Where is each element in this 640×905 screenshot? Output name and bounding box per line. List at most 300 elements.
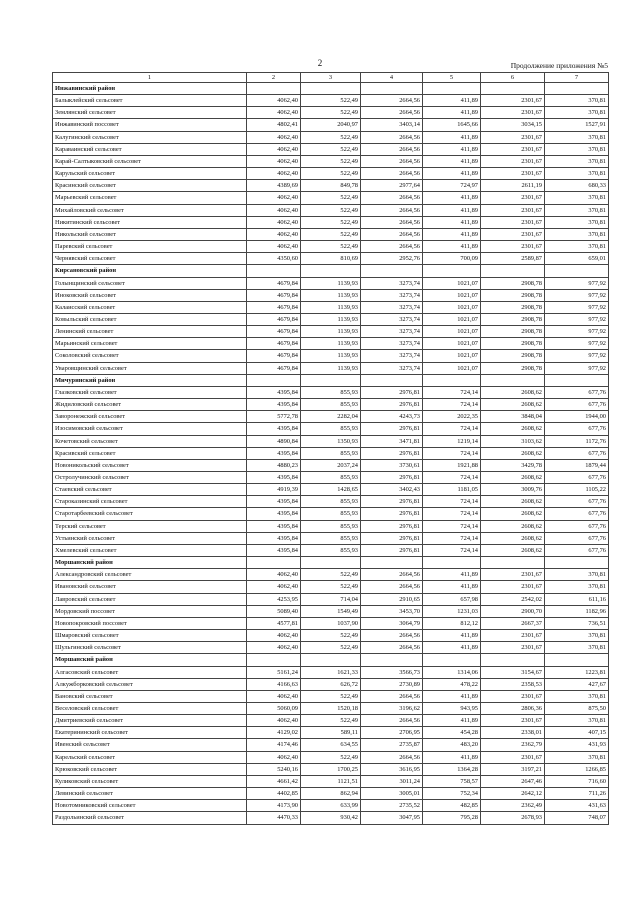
value-cell: 3402,43 bbox=[361, 484, 423, 496]
value-cell: 4389,69 bbox=[247, 180, 301, 192]
value-cell: 5060,09 bbox=[247, 702, 301, 714]
value-cell: 2608,62 bbox=[481, 399, 545, 411]
value-cell: 724,14 bbox=[423, 544, 481, 556]
value-cell: 411,89 bbox=[423, 751, 481, 763]
value-cell: 4062,40 bbox=[247, 642, 301, 654]
value-cell: 2977,64 bbox=[361, 180, 423, 192]
empty-cell bbox=[247, 557, 301, 569]
district-row bbox=[53, 654, 609, 666]
value-cell: 2301,67 bbox=[481, 228, 545, 240]
table-row bbox=[53, 107, 609, 119]
settlement-name: Соколовский сельсовет bbox=[53, 350, 247, 362]
settlement-name: Жидиловский сельсовет bbox=[53, 399, 247, 411]
value-cell: 2642,12 bbox=[481, 788, 545, 800]
value-cell: 2301,67 bbox=[481, 751, 545, 763]
value-cell: 2608,62 bbox=[481, 472, 545, 484]
value-cell: 2358,53 bbox=[481, 678, 545, 690]
value-cell: 977,92 bbox=[545, 313, 609, 325]
value-cell: 2301,67 bbox=[481, 192, 545, 204]
value-cell: 370,81 bbox=[545, 192, 609, 204]
settlement-name: Хмелевский сельсовет bbox=[53, 544, 247, 556]
value-cell: 849,78 bbox=[301, 180, 361, 192]
settlement-name: Инжавинский поссовет bbox=[53, 119, 247, 131]
table-row bbox=[53, 253, 609, 265]
value-cell: 4395,84 bbox=[247, 496, 301, 508]
value-cell: 1139,93 bbox=[301, 289, 361, 301]
value-cell: 411,89 bbox=[423, 715, 481, 727]
value-cell: 4470,33 bbox=[247, 812, 301, 824]
value-cell: 4062,40 bbox=[247, 569, 301, 581]
value-cell: 2908,78 bbox=[481, 277, 545, 289]
value-cell: 2908,78 bbox=[481, 301, 545, 313]
table-row bbox=[53, 95, 609, 107]
value-cell: 724,14 bbox=[423, 447, 481, 459]
value-cell: 4062,40 bbox=[247, 143, 301, 155]
value-cell: 4062,40 bbox=[247, 168, 301, 180]
empty-cell bbox=[247, 654, 301, 666]
value-cell: 2301,67 bbox=[481, 630, 545, 642]
empty-cell bbox=[545, 83, 609, 95]
value-cell: 4062,40 bbox=[247, 630, 301, 642]
settlement-name: Никольский сельсовет bbox=[53, 228, 247, 240]
value-cell: 411,89 bbox=[423, 168, 481, 180]
table-row bbox=[53, 666, 609, 678]
column-header: 1 bbox=[53, 73, 247, 83]
table-row bbox=[53, 131, 609, 143]
value-cell: 522,49 bbox=[301, 95, 361, 107]
value-cell: 1037,90 bbox=[301, 617, 361, 629]
table-row bbox=[53, 508, 609, 520]
settlement-name: Стаевский сельсовет bbox=[53, 484, 247, 496]
settlement-name: Александровский сельсовет bbox=[53, 569, 247, 581]
value-cell: 522,49 bbox=[301, 642, 361, 654]
empty-cell bbox=[481, 83, 545, 95]
value-cell: 677,76 bbox=[545, 508, 609, 520]
value-cell: 3197,21 bbox=[481, 763, 545, 775]
value-cell: 677,76 bbox=[545, 532, 609, 544]
value-cell: 1021,07 bbox=[423, 338, 481, 350]
value-cell: 724,14 bbox=[423, 532, 481, 544]
settlement-name: Ленинский сельсовет bbox=[53, 326, 247, 338]
value-cell: 522,49 bbox=[301, 204, 361, 216]
settlement-name: Левинский сельсовет bbox=[53, 788, 247, 800]
value-cell: 4395,84 bbox=[247, 447, 301, 459]
column-header: 3 bbox=[301, 73, 361, 83]
value-cell: 4661,42 bbox=[247, 775, 301, 787]
value-cell: 522,49 bbox=[301, 192, 361, 204]
district-row bbox=[53, 557, 609, 569]
value-cell: 724,14 bbox=[423, 496, 481, 508]
value-cell: 411,89 bbox=[423, 204, 481, 216]
district-name: Моршанский район bbox=[53, 557, 247, 569]
table-row bbox=[53, 581, 609, 593]
value-cell: 2664,56 bbox=[361, 569, 423, 581]
value-cell: 4802,41 bbox=[247, 119, 301, 131]
empty-cell bbox=[247, 265, 301, 277]
settlement-name: Балыклейский сельсовет bbox=[53, 95, 247, 107]
value-cell: 724,14 bbox=[423, 472, 481, 484]
value-cell: 3196,62 bbox=[361, 702, 423, 714]
settlement-name: Марьевский сельсовет bbox=[53, 192, 247, 204]
settlement-name: Ивенский сельсовет bbox=[53, 739, 247, 751]
value-cell: 977,92 bbox=[545, 289, 609, 301]
value-cell: 3471,81 bbox=[361, 435, 423, 447]
table-row bbox=[53, 678, 609, 690]
value-cell: 611,16 bbox=[545, 593, 609, 605]
value-cell: 2664,56 bbox=[361, 581, 423, 593]
value-cell: 2301,67 bbox=[481, 715, 545, 727]
table-row bbox=[53, 241, 609, 253]
value-cell: 522,49 bbox=[301, 241, 361, 253]
district-name: Инжавинский район bbox=[53, 83, 247, 95]
value-cell: 370,81 bbox=[545, 241, 609, 253]
value-cell: 977,92 bbox=[545, 362, 609, 374]
value-cell: 977,92 bbox=[545, 350, 609, 362]
value-cell: 2976,81 bbox=[361, 496, 423, 508]
settlement-name: Шульгинский сельсовет bbox=[53, 642, 247, 654]
table-row bbox=[53, 727, 609, 739]
value-cell: 1520,18 bbox=[301, 702, 361, 714]
table-row bbox=[53, 520, 609, 532]
value-cell: 2301,67 bbox=[481, 581, 545, 593]
table-row bbox=[53, 788, 609, 800]
settlement-name: Землянский сельсовет bbox=[53, 107, 247, 119]
table-row bbox=[53, 642, 609, 654]
table-row bbox=[53, 277, 609, 289]
value-cell: 1139,93 bbox=[301, 362, 361, 374]
value-cell: 659,01 bbox=[545, 253, 609, 265]
value-cell: 4243,73 bbox=[361, 411, 423, 423]
column-number-row bbox=[53, 73, 609, 83]
value-cell: 677,76 bbox=[545, 386, 609, 398]
value-cell: 2976,81 bbox=[361, 386, 423, 398]
settlement-name: Изосимовский сельсовет bbox=[53, 423, 247, 435]
value-cell: 748,07 bbox=[545, 812, 609, 824]
value-cell: 522,49 bbox=[301, 107, 361, 119]
value-cell: 4062,40 bbox=[247, 204, 301, 216]
value-cell: 2664,56 bbox=[361, 204, 423, 216]
value-cell: 3103,62 bbox=[481, 435, 545, 447]
settlement-name: Новопокровский поссовет bbox=[53, 617, 247, 629]
value-cell: 2664,56 bbox=[361, 131, 423, 143]
settlement-name: Никитинский сельсовет bbox=[53, 216, 247, 228]
value-cell: 677,76 bbox=[545, 447, 609, 459]
value-cell: 522,49 bbox=[301, 168, 361, 180]
value-cell: 370,81 bbox=[545, 131, 609, 143]
table-row bbox=[53, 289, 609, 301]
value-cell: 4062,40 bbox=[247, 95, 301, 107]
value-cell: 2611,19 bbox=[481, 180, 545, 192]
value-cell: 2976,81 bbox=[361, 447, 423, 459]
value-cell: 1944,00 bbox=[545, 411, 609, 423]
table-row bbox=[53, 532, 609, 544]
table-row bbox=[53, 155, 609, 167]
settlement-name: Ивановский сельсовет bbox=[53, 581, 247, 593]
value-cell: 370,81 bbox=[545, 204, 609, 216]
value-cell: 677,76 bbox=[545, 399, 609, 411]
table-row bbox=[53, 362, 609, 374]
value-cell: 3429,78 bbox=[481, 459, 545, 471]
value-cell: 4395,84 bbox=[247, 399, 301, 411]
empty-cell bbox=[301, 557, 361, 569]
value-cell: 1219,14 bbox=[423, 435, 481, 447]
value-cell: 4395,84 bbox=[247, 423, 301, 435]
value-cell: 2542,02 bbox=[481, 593, 545, 605]
value-cell: 1021,07 bbox=[423, 277, 481, 289]
value-cell: 3005,01 bbox=[361, 788, 423, 800]
value-cell: 2608,62 bbox=[481, 496, 545, 508]
value-cell: 2664,56 bbox=[361, 192, 423, 204]
value-cell: 2301,67 bbox=[481, 204, 545, 216]
value-cell: 4062,40 bbox=[247, 581, 301, 593]
value-cell: 3034,15 bbox=[481, 119, 545, 131]
value-cell: 3273,74 bbox=[361, 289, 423, 301]
table-row bbox=[53, 435, 609, 447]
value-cell: 4062,40 bbox=[247, 751, 301, 763]
value-cell: 4395,84 bbox=[247, 386, 301, 398]
value-cell: 2589,87 bbox=[481, 253, 545, 265]
value-cell: 2608,62 bbox=[481, 544, 545, 556]
settlement-name: Калугинский сельсовет bbox=[53, 131, 247, 143]
value-cell: 431,93 bbox=[545, 739, 609, 751]
settlement-name: Вановский сельсовет bbox=[53, 690, 247, 702]
value-cell: 3273,74 bbox=[361, 338, 423, 350]
table-row bbox=[53, 617, 609, 629]
value-cell: 483,20 bbox=[423, 739, 481, 751]
value-cell: 724,97 bbox=[423, 180, 481, 192]
value-cell: 1139,93 bbox=[301, 277, 361, 289]
table-row bbox=[53, 216, 609, 228]
value-cell: 2908,78 bbox=[481, 289, 545, 301]
value-cell: 855,93 bbox=[301, 520, 361, 532]
value-cell: 1645,66 bbox=[423, 119, 481, 131]
value-cell: 4062,40 bbox=[247, 241, 301, 253]
value-cell: 1549,49 bbox=[301, 605, 361, 617]
value-cell: 2664,56 bbox=[361, 642, 423, 654]
value-cell: 370,81 bbox=[545, 228, 609, 240]
value-cell: 370,81 bbox=[545, 751, 609, 763]
value-cell: 862,94 bbox=[301, 788, 361, 800]
value-cell: 3011,24 bbox=[361, 775, 423, 787]
column-header: 4 bbox=[361, 73, 423, 83]
value-cell: 3064,79 bbox=[361, 617, 423, 629]
value-cell: 370,81 bbox=[545, 642, 609, 654]
value-cell: 370,81 bbox=[545, 216, 609, 228]
value-cell: 522,49 bbox=[301, 155, 361, 167]
table-row bbox=[53, 447, 609, 459]
value-cell: 411,89 bbox=[423, 107, 481, 119]
value-cell: 2664,56 bbox=[361, 228, 423, 240]
value-cell: 2608,62 bbox=[481, 508, 545, 520]
table-row bbox=[53, 313, 609, 325]
value-cell: 427,67 bbox=[545, 678, 609, 690]
value-cell: 522,49 bbox=[301, 228, 361, 240]
value-cell: 4173,90 bbox=[247, 800, 301, 812]
table-row bbox=[53, 192, 609, 204]
district-row bbox=[53, 265, 609, 277]
value-cell: 5240,16 bbox=[247, 763, 301, 775]
value-cell: 431,63 bbox=[545, 800, 609, 812]
value-cell: 758,57 bbox=[423, 775, 481, 787]
value-cell: 411,89 bbox=[423, 216, 481, 228]
value-cell: 977,92 bbox=[545, 338, 609, 350]
value-cell: 4577,81 bbox=[247, 617, 301, 629]
settlement-name: Куликовский сельсовет bbox=[53, 775, 247, 787]
value-cell: 2976,81 bbox=[361, 423, 423, 435]
value-cell: 411,89 bbox=[423, 131, 481, 143]
value-cell: 812,12 bbox=[423, 617, 481, 629]
value-cell: 370,81 bbox=[545, 715, 609, 727]
empty-cell bbox=[481, 557, 545, 569]
value-cell: 4253,95 bbox=[247, 593, 301, 605]
table-row bbox=[53, 593, 609, 605]
value-cell: 522,49 bbox=[301, 630, 361, 642]
value-cell: 4062,40 bbox=[247, 228, 301, 240]
value-cell: 2706,95 bbox=[361, 727, 423, 739]
value-cell: 2667,37 bbox=[481, 617, 545, 629]
value-cell: 1879,44 bbox=[545, 459, 609, 471]
table-row bbox=[53, 338, 609, 350]
empty-cell bbox=[481, 265, 545, 277]
value-cell: 4062,40 bbox=[247, 715, 301, 727]
value-cell: 2301,67 bbox=[481, 131, 545, 143]
value-cell: 2664,56 bbox=[361, 241, 423, 253]
table-row bbox=[53, 800, 609, 812]
value-cell: 677,76 bbox=[545, 472, 609, 484]
value-cell: 522,49 bbox=[301, 690, 361, 702]
empty-cell bbox=[545, 265, 609, 277]
settlement-name: Карульский сельсовет bbox=[53, 168, 247, 180]
value-cell: 855,93 bbox=[301, 472, 361, 484]
value-cell: 855,93 bbox=[301, 508, 361, 520]
district-row bbox=[53, 374, 609, 386]
value-cell: 700,09 bbox=[423, 253, 481, 265]
value-cell: 2976,81 bbox=[361, 544, 423, 556]
table-row bbox=[53, 763, 609, 775]
settlement-name: Мордовский поссовет bbox=[53, 605, 247, 617]
value-cell: 1314,06 bbox=[423, 666, 481, 678]
settlement-name: Остролучинский сельсовет bbox=[53, 472, 247, 484]
empty-cell bbox=[247, 374, 301, 386]
value-cell: 724,14 bbox=[423, 520, 481, 532]
value-cell: 1700,25 bbox=[301, 763, 361, 775]
value-cell: 3273,74 bbox=[361, 277, 423, 289]
allocation-table bbox=[52, 72, 609, 825]
table-row bbox=[53, 751, 609, 763]
value-cell: 855,93 bbox=[301, 399, 361, 411]
value-cell: 855,93 bbox=[301, 532, 361, 544]
empty-cell bbox=[545, 557, 609, 569]
settlement-name: Глазковский сельсовет bbox=[53, 386, 247, 398]
value-cell: 4166,63 bbox=[247, 678, 301, 690]
value-cell: 3453,70 bbox=[361, 605, 423, 617]
value-cell: 4350,60 bbox=[247, 253, 301, 265]
value-cell: 634,55 bbox=[301, 739, 361, 751]
value-cell: 2301,67 bbox=[481, 95, 545, 107]
value-cell: 4129,02 bbox=[247, 727, 301, 739]
value-cell: 4395,84 bbox=[247, 508, 301, 520]
value-cell: 411,89 bbox=[423, 228, 481, 240]
empty-cell bbox=[301, 654, 361, 666]
settlement-name: Старотарбеевский сельсовет bbox=[53, 508, 247, 520]
district-row bbox=[53, 83, 609, 95]
value-cell: 3273,74 bbox=[361, 313, 423, 325]
value-cell: 2735,87 bbox=[361, 739, 423, 751]
empty-cell bbox=[423, 557, 481, 569]
value-cell: 724,14 bbox=[423, 423, 481, 435]
value-cell: 855,93 bbox=[301, 544, 361, 556]
value-cell: 2282,04 bbox=[301, 411, 361, 423]
value-cell: 2976,81 bbox=[361, 472, 423, 484]
table-row bbox=[53, 168, 609, 180]
value-cell: 2301,67 bbox=[481, 569, 545, 581]
empty-cell bbox=[361, 374, 423, 386]
value-cell: 943,95 bbox=[423, 702, 481, 714]
settlement-name: Паревский сельсовет bbox=[53, 241, 247, 253]
empty-cell bbox=[301, 374, 361, 386]
empty-cell bbox=[361, 557, 423, 569]
value-cell: 714,04 bbox=[301, 593, 361, 605]
value-cell: 2908,78 bbox=[481, 362, 545, 374]
value-cell: 2608,62 bbox=[481, 386, 545, 398]
value-cell: 522,49 bbox=[301, 216, 361, 228]
value-cell: 1021,07 bbox=[423, 326, 481, 338]
column-header: 2 bbox=[247, 73, 301, 83]
value-cell: 4062,40 bbox=[247, 155, 301, 167]
value-cell: 2664,56 bbox=[361, 107, 423, 119]
value-cell: 1139,93 bbox=[301, 301, 361, 313]
empty-cell bbox=[423, 83, 481, 95]
value-cell: 4679,84 bbox=[247, 326, 301, 338]
value-cell: 2608,62 bbox=[481, 532, 545, 544]
table-row bbox=[53, 702, 609, 714]
value-cell: 1021,07 bbox=[423, 289, 481, 301]
column-header: 6 bbox=[481, 73, 545, 83]
value-cell: 724,14 bbox=[423, 386, 481, 398]
settlement-name: Иноковский сельсовет bbox=[53, 289, 247, 301]
value-cell: 2022,35 bbox=[423, 411, 481, 423]
value-cell: 454,28 bbox=[423, 727, 481, 739]
table-body bbox=[53, 83, 609, 825]
value-cell: 3730,61 bbox=[361, 459, 423, 471]
value-cell: 1139,93 bbox=[301, 338, 361, 350]
settlement-name: Лавровский сельсовет bbox=[53, 593, 247, 605]
value-cell: 3273,74 bbox=[361, 362, 423, 374]
value-cell: 1139,93 bbox=[301, 326, 361, 338]
value-cell: 2362,79 bbox=[481, 739, 545, 751]
value-cell: 810,69 bbox=[301, 253, 361, 265]
settlement-name: Екатерининский сельсовет bbox=[53, 727, 247, 739]
value-cell: 370,81 bbox=[545, 630, 609, 642]
value-cell: 411,89 bbox=[423, 155, 481, 167]
value-cell: 2976,81 bbox=[361, 520, 423, 532]
value-cell: 2976,81 bbox=[361, 532, 423, 544]
value-cell: 411,89 bbox=[423, 192, 481, 204]
value-cell: 2301,67 bbox=[481, 143, 545, 155]
table-row bbox=[53, 119, 609, 131]
value-cell: 411,89 bbox=[423, 241, 481, 253]
value-cell: 677,76 bbox=[545, 496, 609, 508]
value-cell: 977,92 bbox=[545, 326, 609, 338]
value-cell: 4679,84 bbox=[247, 350, 301, 362]
value-cell: 4395,84 bbox=[247, 520, 301, 532]
value-cell: 2301,67 bbox=[481, 642, 545, 654]
table-row bbox=[53, 399, 609, 411]
value-cell: 2040,97 bbox=[301, 119, 361, 131]
empty-cell bbox=[423, 374, 481, 386]
value-cell: 855,93 bbox=[301, 447, 361, 459]
value-cell: 3273,74 bbox=[361, 326, 423, 338]
